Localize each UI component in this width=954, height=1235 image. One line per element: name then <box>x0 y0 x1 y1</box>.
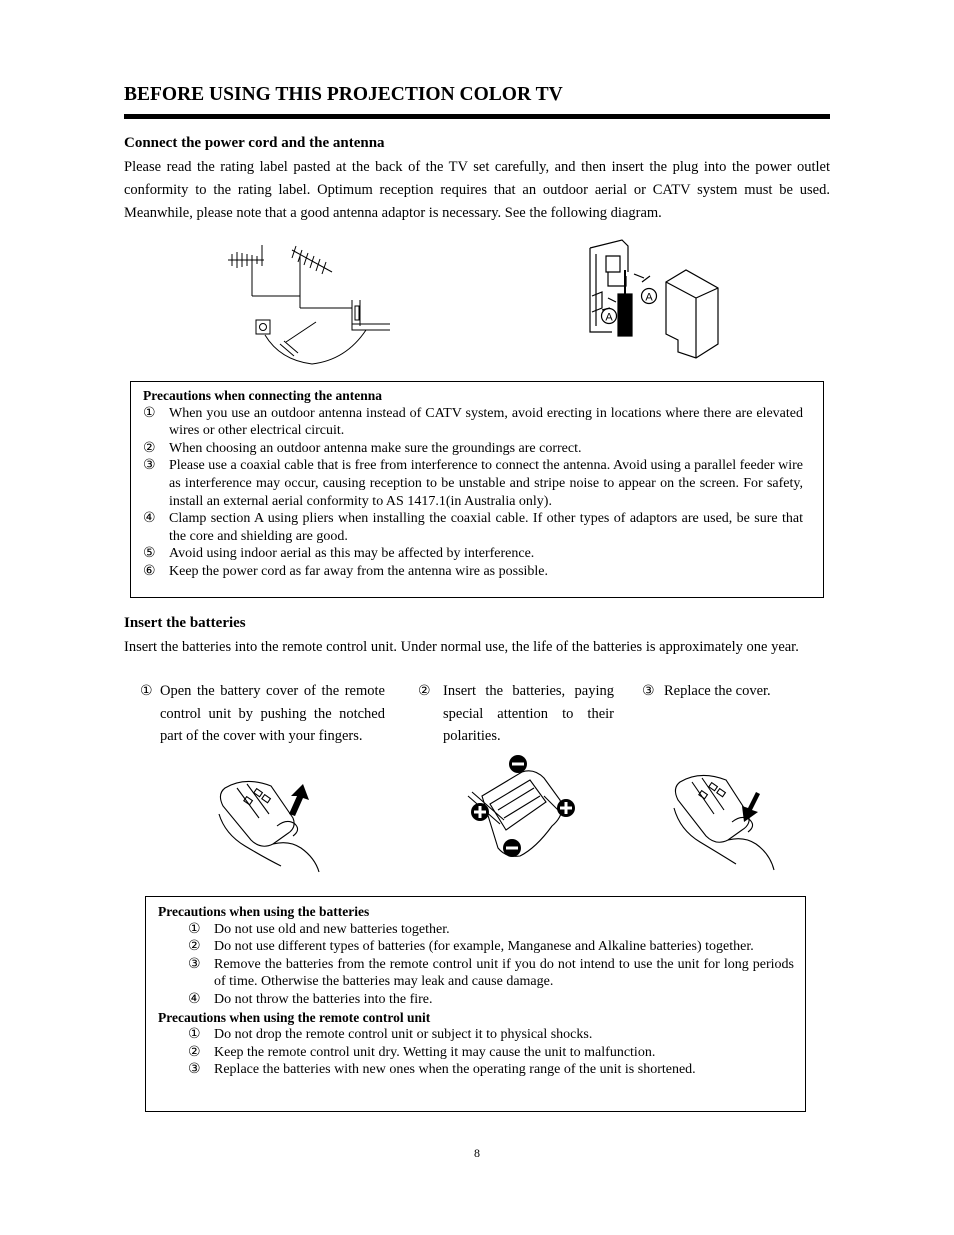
precaution-text: Avoid using indoor aerial as this may be affected by interference. <box>169 546 535 562</box>
title-rule <box>124 114 830 119</box>
precaution-item <box>188 991 794 1009</box>
battery-negative-bottom-icon <box>503 839 521 857</box>
precaution-number: ③ <box>143 457 156 474</box>
precaution-text: Replace the batteries with new ones when the operating range of the unit is shortened. <box>214 1062 696 1078</box>
precaution-item <box>188 1044 794 1062</box>
precaution-number: ① <box>188 1026 201 1043</box>
battery-negative-top-icon <box>509 755 527 773</box>
precaution-text: Do not throw the batteries into the fire. <box>214 991 433 1007</box>
precaution-number: ① <box>143 404 156 421</box>
step-number: ① <box>140 683 153 699</box>
down-arrow-icon <box>742 792 760 822</box>
antenna-heading: Connect the power cord and the antenna <box>124 135 385 151</box>
precaution-number: ⑤ <box>143 545 156 562</box>
precaution-text: Remove the batteries from the remote control unit if you do not intend to use the unit for long periods of time. Otherwise the batteries may leak and cause damage. <box>214 956 794 990</box>
precaution-text: Do not drop the remote control unit or subject it to physical shocks. <box>214 1027 593 1043</box>
antenna-precautions-title: Precautions when connecting the antenna <box>143 388 383 403</box>
precaution-number: ② <box>188 1043 201 1060</box>
antenna-body: Please read the rating label pasted at the back of the TV set carefully, and then insert the plug into the power outlet conformity to the rating label. Optimum reception requires that an outdoor aerial or CATV system must be used. Meanwhile, please note that a good antenna adaptor is necessary. See the following diagram. <box>124 159 830 221</box>
precaution-item <box>188 1026 794 1044</box>
precaution-item <box>188 921 794 939</box>
precaution-item <box>143 405 803 440</box>
precaution-number: ① <box>188 920 201 937</box>
precaution-text: Do not use old and new batteries together. <box>214 921 450 937</box>
precaution-text: Do not use different types of batteries (for example, Manganese and Alkaline batteries) together. <box>214 939 754 955</box>
step-number: ② <box>418 683 431 699</box>
adaptor-label-a-bottom: A <box>605 311 613 324</box>
remote-replace-cover-illustration <box>670 766 785 874</box>
battery-precautions-list <box>158 921 794 1009</box>
precaution-item <box>143 440 803 458</box>
precaution-number: ③ <box>188 955 201 972</box>
battery-precautions-box <box>145 896 806 1112</box>
batteries-heading: Insert the batteries <box>124 615 246 631</box>
battery-positive-right-icon <box>557 799 575 817</box>
up-arrow-icon <box>289 784 309 816</box>
battery-step-1 <box>140 680 385 748</box>
precaution-item <box>143 545 803 563</box>
precaution-number: ⑥ <box>143 562 156 579</box>
precaution-item <box>143 563 803 581</box>
precaution-item <box>188 956 794 991</box>
precaution-text: Clamp section A using pliers when installing the coaxial cable. If other types of adaptors are used, be sure that the core and shielding are good. <box>169 511 803 544</box>
battery-step-2 <box>418 680 614 748</box>
antenna-wiring-illustration <box>220 238 400 368</box>
precaution-item <box>188 1061 794 1079</box>
precaution-item <box>143 510 803 545</box>
page-title: BEFORE USING THIS PROJECTION COLOR TV <box>124 84 563 105</box>
precaution-text: Please use a coaxial cable that is free from interference to connect the antenna. Avoid using a parallel feeder wire as interference may occur, causing reception to be unstable and stripe noise to appear on the screen. For safety, install an external aerial conformity to AS 1417.1(in Australia only). <box>169 458 803 509</box>
precaution-item <box>188 938 794 956</box>
remote-precautions-title: Precautions when using the remote control unit <box>158 1009 431 1025</box>
antenna-precautions-box <box>130 381 824 598</box>
battery-precautions-title: Precautions when using the batteries <box>158 904 370 919</box>
page-number: 8 <box>474 1146 480 1160</box>
antenna-adaptor-illustration <box>582 236 722 364</box>
step-number: ③ <box>642 683 655 699</box>
precaution-number: ② <box>188 938 201 955</box>
step-text: Open the battery cover of the remote control unit by pushing the notched part of the cover with your fingers. <box>160 683 385 744</box>
precaution-number: ② <box>143 439 156 456</box>
step-text: Insert the batteries, paying special attention to their polarities. <box>443 683 614 744</box>
precaution-text: When choosing an outdoor antenna make sure the groundings are correct. <box>169 440 582 456</box>
precaution-number: ④ <box>188 990 201 1007</box>
precaution-item <box>143 457 803 510</box>
precaution-text: Keep the remote control unit dry. Wetting it may cause the unit to malfunction. <box>214 1044 656 1060</box>
precaution-number: ④ <box>143 510 156 527</box>
antenna-precautions-list <box>143 405 803 581</box>
batteries-body: Insert the batteries into the remote control unit. Under normal use, the life of the batteries is approximately one year. <box>124 639 799 655</box>
battery-step-3 <box>642 680 802 703</box>
adaptor-label-a-top: A <box>645 291 653 304</box>
remote-open-cover-illustration <box>215 774 330 874</box>
battery-polarity-illustration <box>460 752 585 862</box>
precaution-number: ③ <box>188 1061 201 1078</box>
precaution-text: Keep the power cord as far away from the antenna wire as possible. <box>169 563 549 579</box>
battery-positive-left-icon <box>471 803 489 821</box>
step-text: Replace the cover. <box>664 683 771 699</box>
remote-precautions-list <box>158 1026 794 1079</box>
precaution-text: When you use an outdoor antenna instead of CATV system, avoid erecting in locations where there are elevated wires or other electrical circuit. <box>169 405 803 439</box>
